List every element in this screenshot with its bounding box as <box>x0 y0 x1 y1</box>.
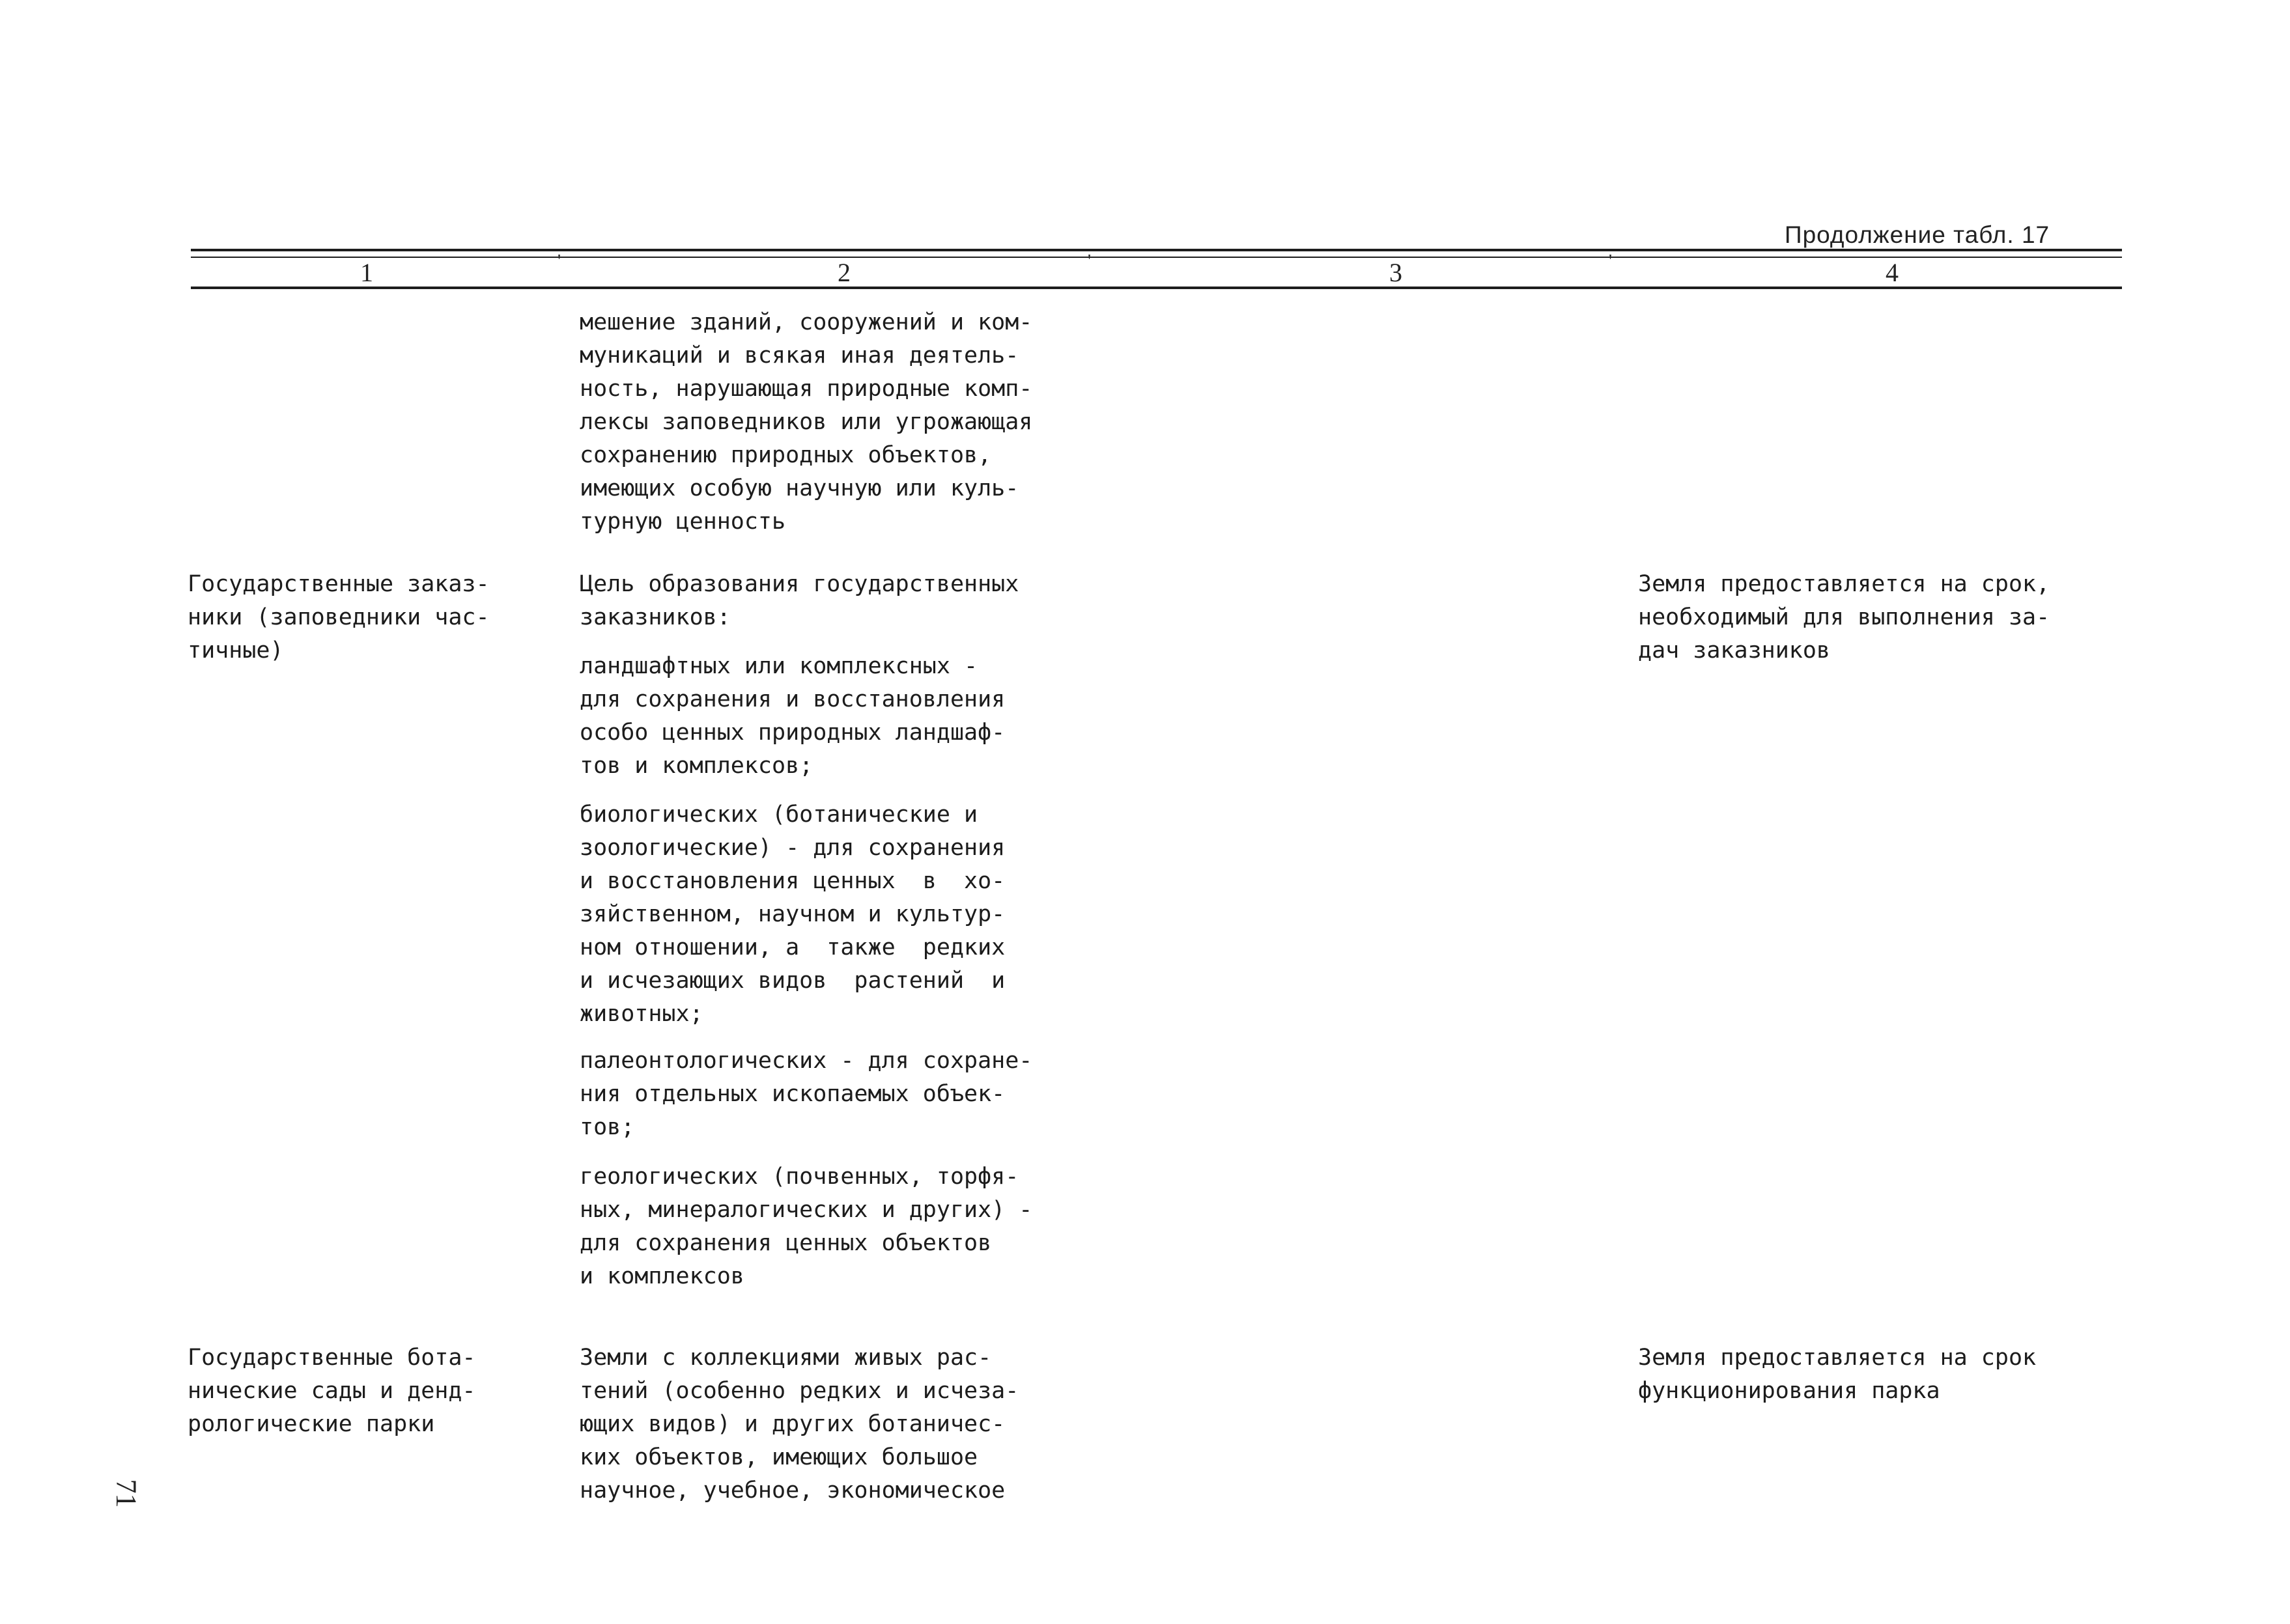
column-number-2: 2 <box>838 258 851 287</box>
row2-col2-item: геологических (почвенных, торфя- ных, минералогических и других) - для сохранения ценных объектов и комплексов <box>580 1164 1033 1289</box>
row1-col2-text: мешение зданий, сооружений и ком- муникаций и всякая иная деятель- ность, нарушающая природные комп- лексы заповедников или угрожающая сохранению природных объектов, имеющих особую научную или куль- турную ценность <box>580 309 1033 535</box>
table-header-inner-rule <box>191 257 2122 258</box>
row3-col4-text: Земля предоставляется на срок функционирования парка <box>1638 1345 2037 1404</box>
row3-col1-text: Государственные бота- нические сады и денд- рологические парки <box>188 1345 476 1437</box>
column-number-3: 3 <box>1389 258 1402 287</box>
page-number: 71 <box>110 1479 143 1508</box>
table-header-bottom-rule <box>191 287 2122 289</box>
column-number-4: 4 <box>1886 258 1899 287</box>
row2-col2-item: Цель образования государственных заказников: <box>580 571 1019 630</box>
row2-col2-item: палеонтологических - для сохране- ния отдельных ископаемых объек- тов; <box>580 1048 1033 1140</box>
table-caption: Продолжение табл. 17 <box>1785 221 2050 248</box>
row2-col2-item: биологических (ботанические и зоологические) - для сохранения и восстановления ценных в хо- зяйственном, научном и культур- ном отношении, а также редких и исчезающих видов растений и животных; <box>580 802 1006 1027</box>
row2-col2-item: ландшафтных или комплексных - для сохранения и восстановления особо ценных природных ландшаф- тов и комплексов; <box>580 653 1006 779</box>
row2-col1-text: Государственные заказ- ники (заповедники час- тичные) <box>188 571 490 664</box>
table-top-rule <box>191 249 2122 251</box>
column-separator-tick: ' <box>1088 251 1092 272</box>
column-separator-tick: ' <box>558 251 561 272</box>
column-number-1: 1 <box>360 258 373 287</box>
row3-col2-text: Земли с коллекциями живых рас- тений (особенно редких и исчеза- ющих видов) и других ботаничес- ких объектов, имеющих большое научное, учебное, экономическое <box>580 1345 1019 1504</box>
column-separator-tick: ' <box>1609 251 1613 272</box>
row2-col4-text: Земля предоставляется на срок, необходимый для выполнения за- дач заказников <box>1638 571 2050 664</box>
